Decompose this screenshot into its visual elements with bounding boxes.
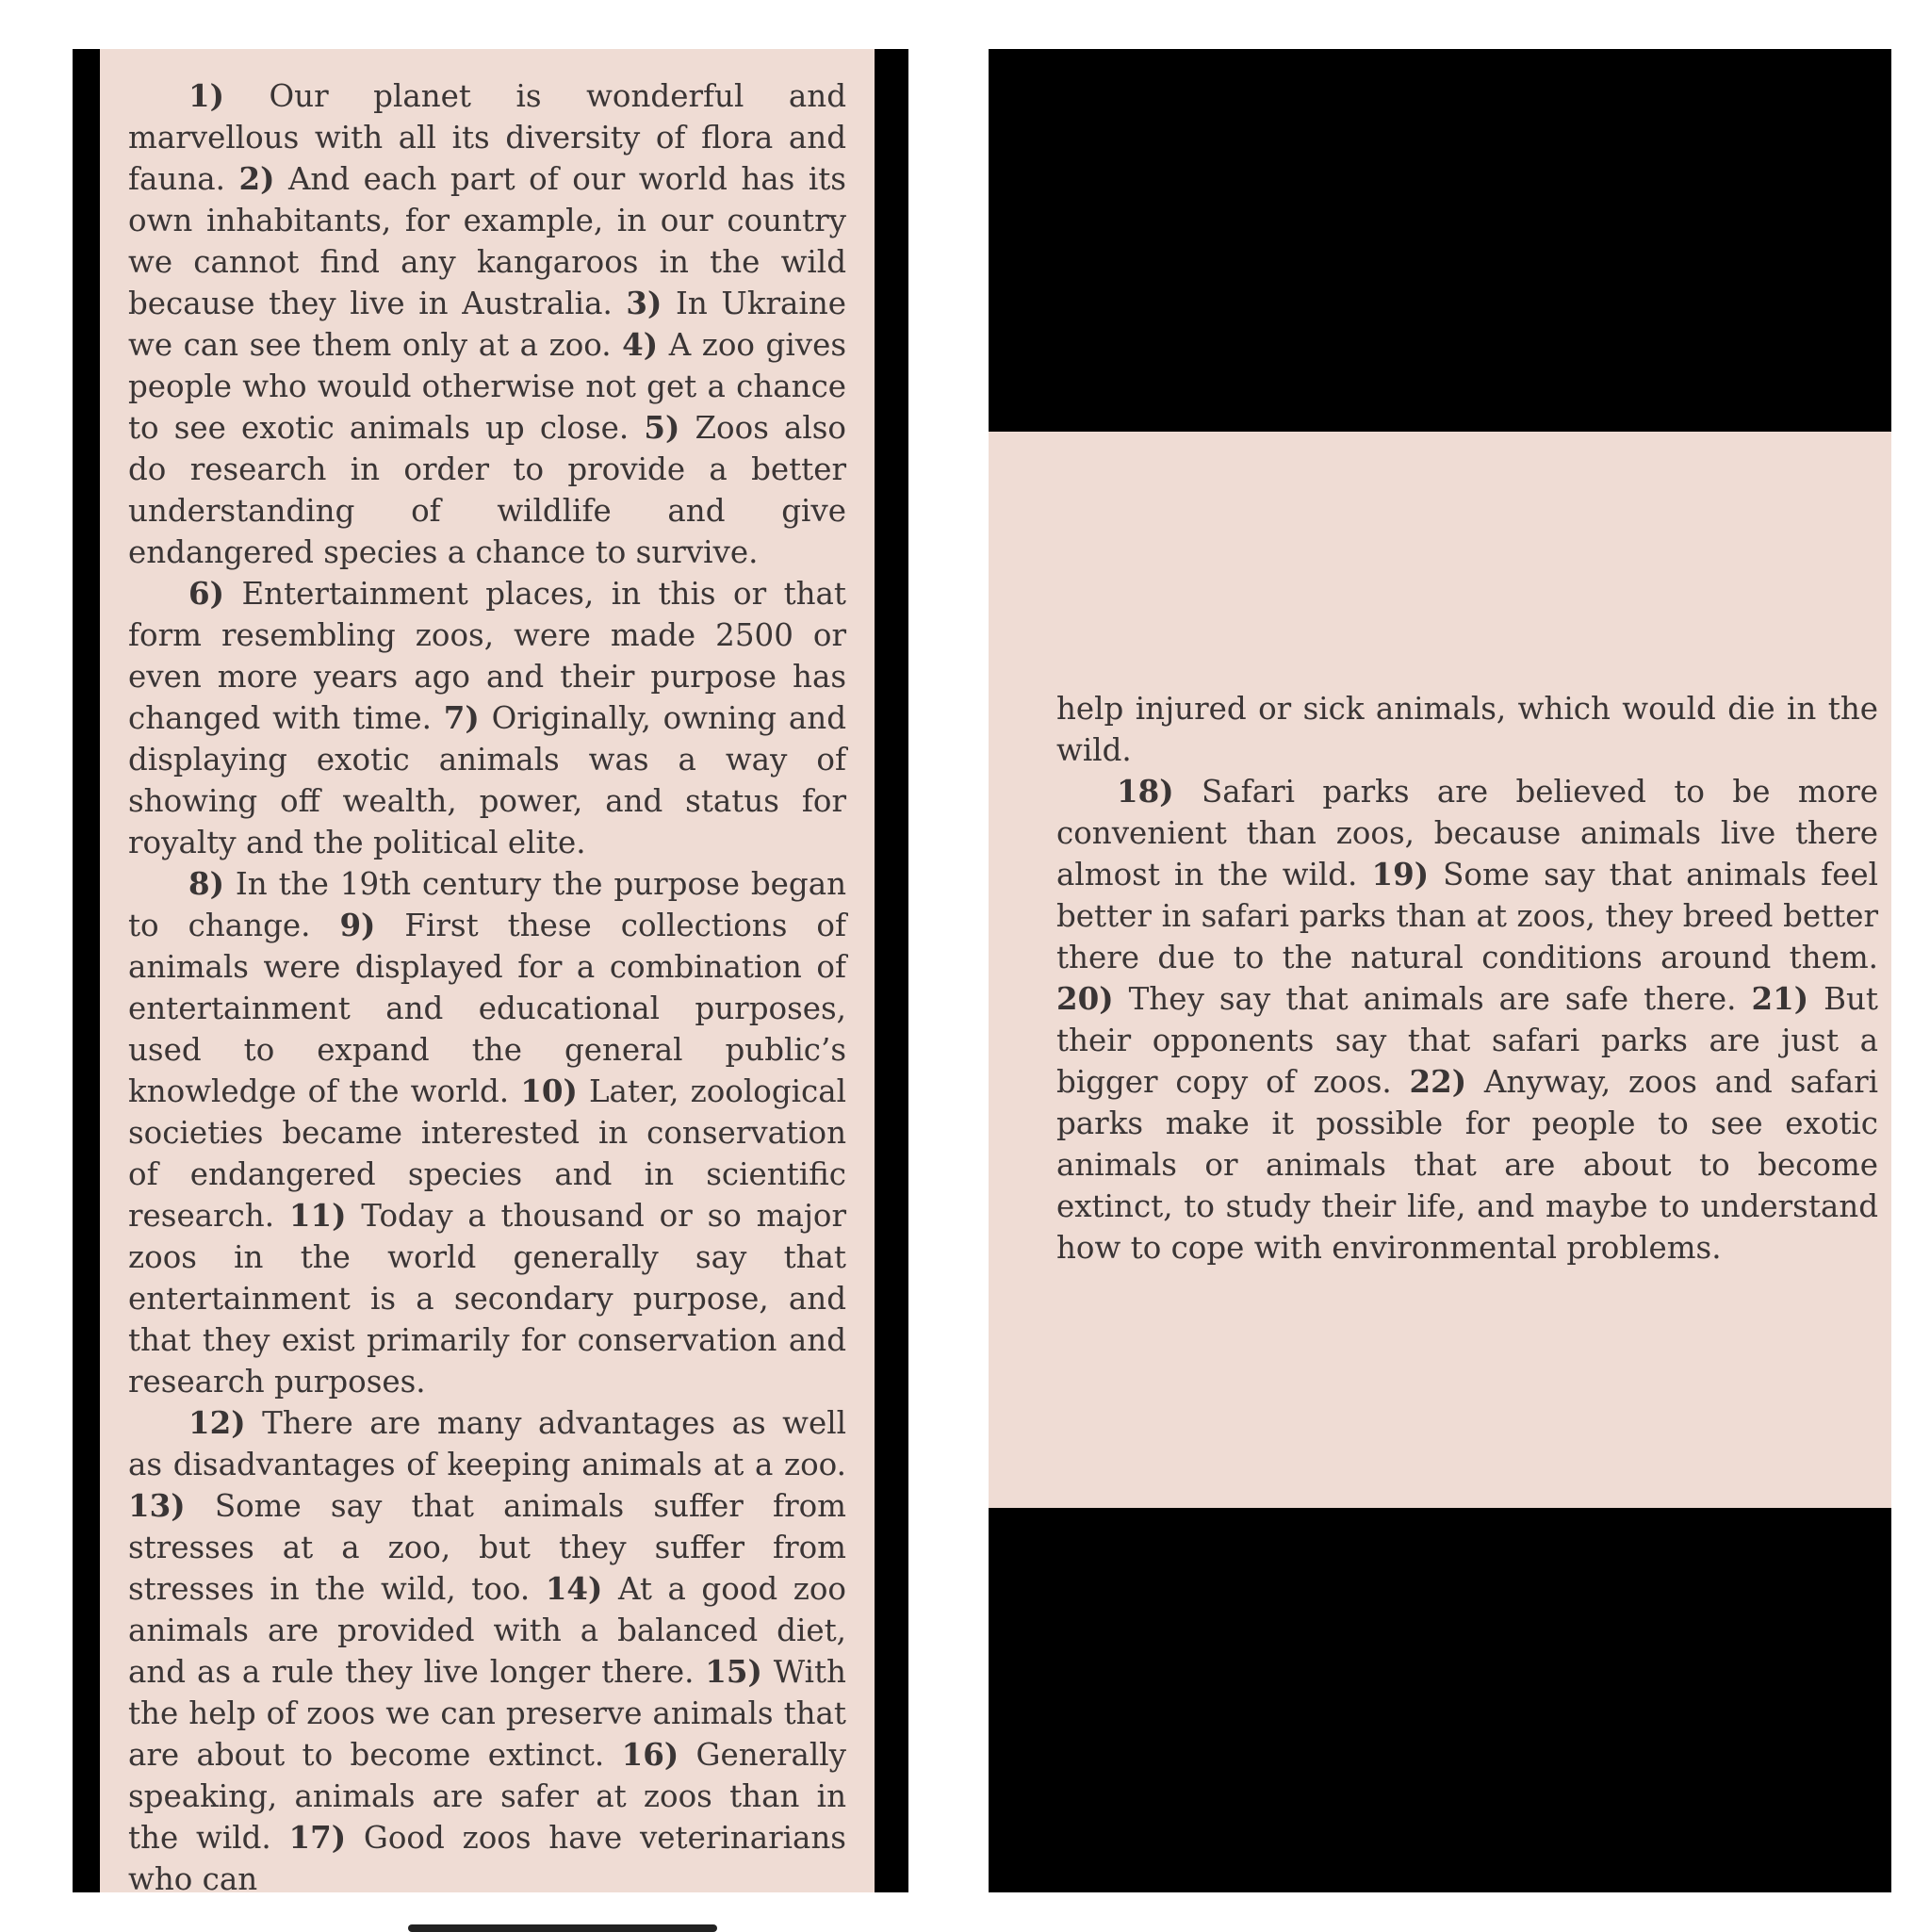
sentence-number: 20) [1056, 980, 1114, 1017]
sentence-number: 16) [621, 1736, 679, 1773]
sentence-number: 11) [288, 1197, 347, 1234]
sentence-number: 18) [1117, 773, 1174, 810]
right-page-text [1056, 688, 1878, 1269]
sentence-text: Later, zoological societies became interested in conservation of endangered species and in scientific research. [128, 1073, 846, 1234]
sentence-number: 12) [188, 1404, 246, 1441]
sentence-text: With the help of zoos we can preserve animals that are about to become extinct. [128, 1654, 846, 1773]
paragraph [128, 75, 846, 573]
sentence-text: In the 19th century the purpose began to change. [128, 866, 846, 943]
sentence-number: 9) [339, 907, 376, 943]
sentence-text: Zoos also do research in order to provide a better understanding of wildlife and give endangered species a chance to survive. [128, 410, 846, 570]
sentence-number: 22) [1409, 1063, 1467, 1100]
left-page-text [128, 75, 846, 1900]
paragraph [128, 573, 846, 863]
sentence-text: help injured or sick animals, which would die in the wild. [1056, 691, 1878, 768]
sentence-number: 13) [128, 1487, 186, 1524]
sentence-number: 7) [443, 699, 480, 736]
left-screenshot-panel [73, 49, 908, 1897]
sentence-number: 15) [705, 1653, 762, 1690]
sentence-number: 1) [188, 77, 224, 114]
paragraph [1056, 771, 1878, 1269]
paragraph [128, 1402, 846, 1900]
sentence-number: 5) [644, 409, 680, 446]
sentence-text: In Ukraine we can see them only at a zoo. [128, 286, 846, 363]
sentence-number: 10) [520, 1072, 578, 1109]
right-screenshot-panel [989, 49, 1891, 1892]
left-book-page [100, 49, 875, 1897]
sentence-number: 21) [1751, 980, 1809, 1017]
sentence-text: Safari parks are believed to be more convenient than zoos, because animals live there almost in the wild. [1056, 774, 1878, 892]
sentence-text: Good zoos have veterinarians who can [128, 1820, 846, 1897]
sentence-text: A zoo gives people who would otherwise not get a chance to see exotic animals up close. [128, 327, 846, 446]
sentence-text: Originally, owning and displaying exotic animals was a way of showing off wealth, power, and status for royalty and the political elite. [128, 700, 846, 860]
sentence-number: 8) [188, 865, 224, 902]
sentence-number: 14) [545, 1570, 603, 1607]
sentence-text: Today a thousand or so major zoos in the world generally say that entertainment is a secondary purpose, and that they exist primarily for conservation and research purposes. [128, 1198, 847, 1400]
sentence-text: Some say that animals suffer from stresses at a zoo, but they suffer from stresses in the wild, too. [128, 1488, 846, 1607]
paragraph [128, 863, 846, 1402]
sentence-text: First these collections of animals were displayed for a combination of entertainment and educational purposes, used to expand the general public’s knowledge of the world. [128, 908, 846, 1109]
sentence-text: At a good zoo animals are provided with a balanced diet, and as a rule they live longer there. [128, 1571, 846, 1690]
sentence-text: Our planet is wonderful and marvellous with all its diversity of flora and fauna. [128, 78, 846, 197]
sentence-text: Generally speaking, animals are safer at zoos than in the wild. [128, 1737, 846, 1856]
sentence-number: 3) [626, 285, 662, 321]
paragraph [1056, 688, 1878, 771]
home-indicator-bar[interactable] [408, 1924, 717, 1932]
sentence-text: Some say that animals feel better in safari parks than at zoos, they breed better there due to the natural conditions around them. [1056, 857, 1878, 975]
sentence-text: There are many advantages as well as disadvantages of keeping animals at a zoo. [128, 1405, 846, 1482]
sentence-text: But their opponents say that safari parks are just a bigger copy of zoos. [1056, 981, 1878, 1100]
sentence-text: They say that animals are safe there. [1113, 981, 1752, 1017]
sentence-text: And each part of our world has its own inhabitants, for example, in our country we cannot find any kangaroos in the wild because they live in Australia. [128, 161, 846, 321]
sentence-text: Anyway, zoos and safari parks make it possible for people to see exotic animals or animals that are about to become extinct, to study their life, and maybe to understand how to cope with environmental problems. [1056, 1064, 1878, 1266]
right-book-page [989, 432, 1891, 1508]
sentence-number: 2) [238, 160, 275, 197]
sentence-text: Entertainment places, in this or that form resembling zoos, were made 2500 or even more years ago and their purpose has changed with time. [128, 576, 846, 736]
sentence-number: 17) [288, 1819, 347, 1856]
sentence-number: 6) [188, 575, 224, 612]
sentence-number: 4) [622, 326, 659, 363]
sentence-number: 19) [1371, 856, 1430, 892]
